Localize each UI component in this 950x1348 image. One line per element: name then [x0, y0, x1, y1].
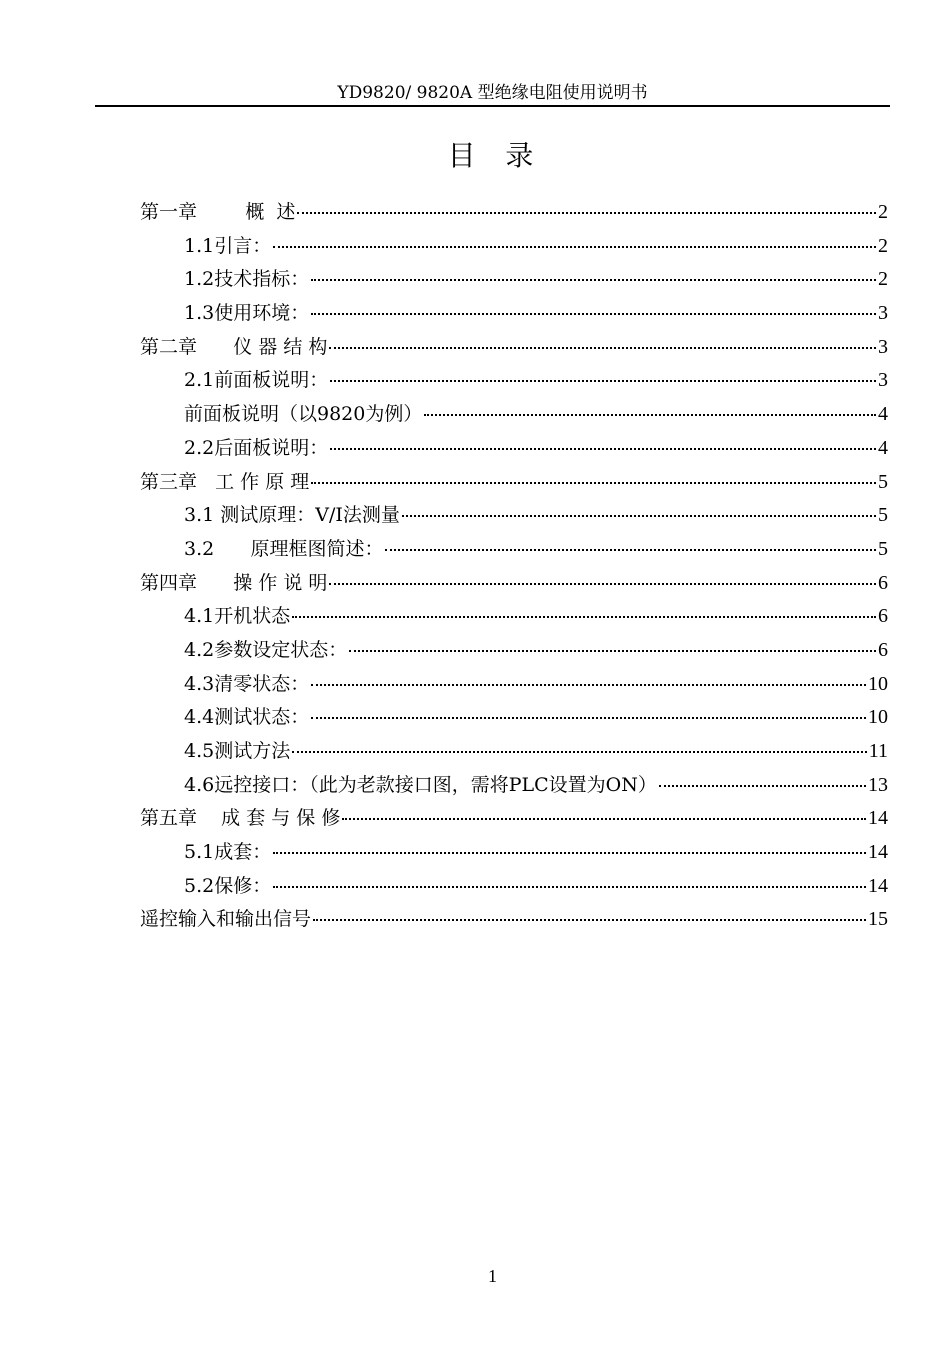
toc-entry-page: 3	[878, 302, 888, 325]
toc-entry-label: 4.2参数设定状态：	[184, 638, 348, 661]
header-rule	[95, 105, 890, 107]
toc-dot-leader	[329, 347, 876, 349]
toc-entry-page: 3	[878, 369, 888, 392]
toc-chapter-entry[interactable]	[140, 331, 888, 365]
toc-section-entry[interactable]	[140, 364, 888, 398]
toc-section-entry[interactable]	[140, 735, 888, 769]
toc-entry-label: 第五章 成 套 与 保 修	[140, 807, 341, 830]
toc-entry-page: 11	[868, 740, 888, 762]
toc-entry-label: 遥控输入和输出信号	[140, 908, 312, 931]
toc-entry-label: 5.2保修：	[184, 874, 272, 897]
toc-entry-label: 5.1成套：	[184, 841, 272, 864]
toc-entry-label: 4.6远控接口：（此为老款接口图，需将PLC设置为ON）	[184, 773, 657, 796]
toc-entry-label: 4.3清零状态：	[184, 672, 310, 695]
table-of-contents	[140, 196, 888, 937]
toc-dot-leader	[402, 515, 876, 517]
toc-entry-label: 第四章 操 作 说 明	[140, 571, 328, 594]
toc-entry-label: 4.4测试状态：	[184, 706, 310, 729]
toc-dot-leader	[424, 414, 876, 416]
toc-entry-page: 10	[868, 706, 888, 729]
toc-entry-page: 14	[868, 807, 888, 830]
toc-section-entry[interactable]	[140, 263, 888, 297]
toc-entry-page: 5	[878, 470, 888, 493]
toc-section-entry[interactable]	[140, 836, 888, 870]
toc-dot-leader	[273, 246, 876, 248]
toc-chapter-entry[interactable]	[140, 802, 888, 836]
toc-dot-leader	[349, 650, 876, 652]
toc-dot-leader	[329, 583, 876, 585]
toc-section-entry[interactable]	[140, 297, 888, 331]
toc-entry-page: 2	[878, 234, 888, 257]
toc-chapter-entry[interactable]	[140, 466, 888, 500]
toc-dot-leader	[273, 886, 866, 888]
toc-dot-leader	[292, 616, 876, 618]
toc-dot-leader	[311, 313, 876, 315]
toc-dot-leader	[292, 751, 867, 753]
toc-dot-leader	[311, 279, 876, 281]
toc-section-entry[interactable]	[140, 600, 888, 634]
toc-entry-page: 2	[878, 268, 888, 291]
toc-dot-leader	[313, 919, 866, 921]
toc-dot-leader	[311, 684, 866, 686]
toc-dot-leader	[330, 380, 876, 382]
toc-entry-page: 6	[878, 605, 888, 628]
toc-entry-label: 2.1前面板说明：	[184, 369, 329, 392]
toc-entry-page: 13	[868, 773, 888, 796]
toc-dot-leader	[273, 852, 866, 854]
toc-dot-leader	[311, 717, 866, 719]
toc-entry-label: 1.1引言：	[184, 234, 272, 257]
toc-entry-label: 3.1 测试原理：V/I法测量	[184, 504, 400, 527]
toc-entry-page: 14	[868, 874, 888, 897]
running-header: YD9820/ 9820A 型绝缘电阻使用说明书	[337, 83, 648, 103]
toc-dot-leader	[659, 785, 866, 787]
toc-entry-page: 3	[878, 335, 888, 358]
toc-section-entry[interactable]	[140, 668, 888, 702]
toc-entry-label: 前面板说明（以9820为例）	[184, 403, 423, 426]
toc-entry-page: 5	[878, 537, 888, 560]
toc-section-entry[interactable]	[140, 870, 888, 904]
toc-chapter-entry[interactable]	[140, 196, 888, 230]
toc-entry-label: 1.2技术指标：	[184, 268, 310, 291]
toc-section-entry[interactable]	[140, 499, 888, 533]
toc-entry-label: 4.1开机状态	[184, 605, 291, 628]
toc-entry-page: 10	[868, 672, 888, 695]
toc-entry-label: 1.3使用环境：	[184, 302, 310, 325]
toc-section-entry[interactable]	[140, 230, 888, 264]
toc-entry-label: 2.2后面板说明：	[184, 436, 329, 459]
toc-chapter-entry[interactable]	[140, 567, 888, 601]
toc-section-entry[interactable]	[140, 432, 888, 466]
toc-section-entry[interactable]	[140, 533, 888, 567]
toc-entry-page: 14	[868, 841, 888, 864]
toc-dot-leader	[311, 482, 876, 484]
page-number: 1	[488, 1266, 497, 1286]
toc-entry-label: 第一章 概 述	[140, 201, 296, 223]
toc-entry-page: 5	[878, 504, 888, 527]
toc-section-entry[interactable]	[140, 701, 888, 735]
toc-section-entry[interactable]	[140, 634, 888, 668]
toc-dot-leader	[385, 549, 876, 551]
toc-section-entry[interactable]	[140, 769, 888, 803]
toc-chapter-entry[interactable]	[140, 903, 888, 937]
toc-entry-page: 4	[878, 403, 888, 426]
toc-entry-page: 15	[868, 908, 888, 931]
toc-dot-leader	[342, 818, 866, 820]
toc-entry-page: 2	[878, 201, 888, 223]
toc-section-entry[interactable]	[140, 398, 888, 432]
toc-entry-label: 第二章 仪 器 结 构	[140, 335, 328, 358]
toc-title: 目 录	[447, 139, 538, 172]
toc-dot-leader	[297, 212, 876, 214]
toc-entry-page: 6	[878, 571, 888, 594]
toc-entry-page: 6	[878, 638, 888, 661]
toc-dot-leader	[330, 448, 876, 450]
toc-entry-label: 第三章 工 作 原 理	[140, 470, 310, 493]
toc-entry-page: 4	[878, 436, 888, 459]
toc-entry-label: 3.2 原理框图简述：	[184, 537, 384, 560]
toc-entry-label: 4.5测试方法	[184, 740, 291, 762]
